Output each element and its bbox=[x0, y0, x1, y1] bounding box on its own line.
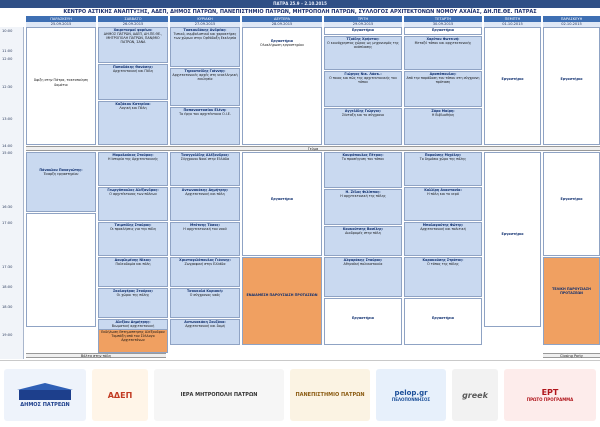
sun-talk-1: Τασκουδάκης Ανδρέας: Τυπικό, συμβολιστικό και χαρακτήρες των χώρων στην Ορθόδοξη Εκκλησία bbox=[170, 27, 240, 67]
sat-talk-3: Καζάκου Κατερίνα: Λογική και Πόλη bbox=[98, 101, 168, 145]
tue-ws-header: Εργαστήριο bbox=[324, 27, 402, 35]
sun-eve-1: Χριστοφιλόπουλος Γιάννης: Ζωγραφική στην Ελλάδα bbox=[170, 257, 240, 287]
time-label: 18:00 bbox=[2, 285, 13, 289]
day-date-2: 27.09.2015 bbox=[170, 22, 240, 27]
sat-eve-2: Σκαλοφέρας Σταύρος: Οι χώροι της πόλης bbox=[98, 288, 168, 318]
tue-talk-1: Τζιάδης Χρήστος: Ο κοινόχρηστος χώρος ως μηχανισμός της ανάπλασης bbox=[324, 36, 402, 70]
wed-aft-2: Καλλίρη Αναστασία: Η πόλη και το νερό bbox=[404, 187, 482, 221]
tue-aft-2: Η. Ζέλος Φιλίππος: Η αρχιτεκτονική της πόλης bbox=[324, 189, 402, 225]
tue-eve-1: Αλφαράκης Σταύρος: Αθηναϊκή πολυκατοικία bbox=[324, 257, 402, 297]
lunch-bar: Γεύμα bbox=[26, 146, 600, 151]
thu-aft: Εργαστήριο bbox=[484, 152, 541, 327]
time-label: 15:00 bbox=[2, 151, 13, 155]
sun-talk-2: Τηρουτσίδης Γιάννης: Αρχιτεκτονικές αρχές στη νεοελληνική εκκλησία bbox=[170, 68, 240, 106]
logo-panepistimio: ΠΑΝΕΠΙΣΤΗΜΙΟ ΠΑΤΡΩΝ bbox=[290, 369, 370, 421]
time-label: 19:00 bbox=[2, 333, 13, 337]
wed-aft-3: Μπαλαφούτης Φώτης: Αρχιτεκτονική και πολιτική bbox=[404, 222, 482, 256]
sun-aft-2: Αντωνακάκης Δημήτρης: Αρχιτεκτονική και πόλη bbox=[170, 187, 240, 221]
tue-talk-3: Αγγελίδης Γιώργος: Σύνταξη και το σύγχρονο bbox=[324, 108, 402, 145]
fri2-aft: Εργαστήριο bbox=[543, 152, 600, 256]
day-date-3: 28.09.2015 bbox=[242, 22, 322, 27]
time-label: 12:00 bbox=[2, 57, 13, 61]
day-name-5: ΤΕΤΑΡΤΗ bbox=[404, 16, 482, 22]
time-label: 16:30 bbox=[2, 205, 13, 209]
wed-talk-3: Ζάρα Μαίρη: Η Βιβλιοθήκη bbox=[404, 108, 482, 145]
time-label: 14:00 bbox=[2, 144, 13, 148]
tue-talk-2: Γιώργος Νικ. Λάσκ.: Ο ποιος και πώς της αρχιτεκτονικής του τόπου bbox=[324, 71, 402, 107]
day-date-0: 25.09.2015 bbox=[26, 22, 96, 27]
sat-aft-2: Γεωργόπουλος Αλέξανδρος: Ο αρχιτέκτονας των πόλεων bbox=[98, 187, 168, 221]
time-label: 10:00 bbox=[2, 29, 13, 33]
sun-eve-2: Τσουκαλά Κυριακή: Ο σύγχρονος ναός bbox=[170, 288, 240, 318]
logo-peloponnisos: pelop.gr ΠΕΛΟΠΟΝΝΗΣΟΣ bbox=[376, 369, 446, 421]
fri-lower bbox=[26, 213, 96, 327]
tue-eve-workshop: Εργαστήριο bbox=[324, 298, 402, 345]
wed-ws-header: Εργαστήριο bbox=[404, 27, 482, 35]
wed-eve-1: Καρακούσης Στράτος: Ο τόπος της πόλης bbox=[404, 257, 482, 297]
tue-aft-1: Κουφόπουλος Πέτρος: Το προσέγγιση του τόπου bbox=[324, 152, 402, 188]
fri25-morning: Άφιξη στην Πάτρα, τακτοποίηση δομάτιο bbox=[26, 27, 96, 145]
day-date-4: 29.09.2015 bbox=[324, 22, 402, 27]
logo-dimos-patreon: ΔΗΜΟΣ ΠΑΤΡΕΩΝ bbox=[4, 369, 86, 421]
mon-morning: Εργαστήριο Ολοκλήρωση εργαστηρίου bbox=[242, 27, 322, 145]
day-name-2: ΚΥΡΙΑΚΗ bbox=[170, 16, 240, 22]
logo-adep: ΑΔΕΠ bbox=[92, 369, 148, 421]
wed-eve-workshop: Εργαστήριο bbox=[404, 298, 482, 345]
wed-talk-2: Αραπόπουλος: Από την παράδοση του τόπου στη σύγχρονη πρόταση bbox=[404, 71, 482, 107]
time-label: 12:30 bbox=[2, 85, 13, 89]
sat-aft-1: Μαμαλούκος Σταύρος: Η Ιστορία της Αρχιτεκτονικής bbox=[98, 152, 168, 186]
day-name-6: ΠΕΜΠΤΗ bbox=[484, 16, 541, 22]
closing-event: Εκδήλωση Επτημοπτησης Αλέξανδρου Τομπάζη από τον Σύλλογο Αρχιτεκτόνων bbox=[98, 329, 168, 353]
sat-eve-3: Αλεξίου Δημήτρης: Βιωματική αρχιτεκτονική bbox=[98, 319, 168, 345]
sun-talk-3: Παπαναστασίου Ελένη: Το έργο του αρχιτέκτονα Ο.Ι.Ε. bbox=[170, 107, 240, 145]
time-label: 17:30 bbox=[2, 265, 13, 269]
time-label: 17:00 bbox=[2, 221, 13, 225]
sat-aft-3: Τσιμπίδης Σταύρος: Οι προκλήσεις για την πόλη bbox=[98, 222, 168, 256]
logo-ieras-mitropolis: ΙΕΡΑ ΜΗΤΡΟΠΟΛΗ ΠΑΤΡΩΝ bbox=[154, 369, 284, 421]
building-icon bbox=[15, 382, 75, 402]
mon-intermediate-presentation: ΕΝΔΙΑΜΕΣΗ ΠΑΡΟΥΣΙΑΣΗ ΠΡΟΤΑΣΕΩΝ bbox=[242, 257, 322, 345]
sat-talk-2: Παπαδάκης Θανάσης: Αρχιτεκτονική και Πόλη bbox=[98, 64, 168, 100]
dinner-bar: Βόλτα στην πόλη bbox=[26, 353, 166, 358]
day-name-7: ΠΑΡΑΣΚΕΥΗ bbox=[543, 16, 600, 22]
wed-talk-1: Χαρίτου Φωτεινή: Μεταξύ τόπου και αρχιτεκτονικής bbox=[404, 36, 482, 70]
day-date-6: 01.10.2015 bbox=[484, 22, 541, 27]
mon-aft-workshop: Εργαστήριο bbox=[242, 152, 322, 256]
fri2-morning: Εργαστήριο bbox=[543, 27, 600, 145]
page-title: ΚΕΝΤΡΟ ΑΣΤΙΚΗΣ ΑΝΑΠΤΥΞΗΣ, ΑΔΕΠ, ΔΗΜΟΣ ΠΑΤΡΩΝ, ΠΑΝΕΠΙΣΤΗΜΙΟ ΠΑΤΡΩΝ, ΜΗΤΡΟΠΟΛΗ ΠΑΤΡΩΝ, ΣΥΛΛΟΓΟΣ ΑΡΧΙΤΕΚΤΟΝΩΝ ΝΟΜΟΥ ΑΧΑΪΑΣ, ΔΗ.ΠΕ.ΘΕ. ΠΑΤΡΑΣ bbox=[0, 8, 600, 16]
day-date-7: 02.10.2015 bbox=[543, 22, 600, 27]
day-name-1: ΣΑΒΒΑΤΟ bbox=[98, 16, 168, 22]
sun-eve-3: Αντωνακάκη Σουζάνα: Αρχιτεκτονική και δομή bbox=[170, 319, 240, 345]
closing-party-bar: Closing Party bbox=[543, 353, 600, 358]
time-label: 18:30 bbox=[2, 305, 13, 309]
thu-morning: Εργαστήριο bbox=[484, 27, 541, 145]
wed-aft-1: Πορούσης Μιχάλης: Το δημόσιο χώρο της πόλης bbox=[404, 152, 482, 186]
sat-eve-1: Δουρλιμένης Νίκος: Πολεοδομία και πόλη bbox=[98, 257, 168, 287]
footer-logos bbox=[0, 360, 600, 427]
top-banner: ΠΑΤΡΑ 25.9 – 2.10.2015 bbox=[0, 0, 600, 8]
day-name-0: ΠΑΡΑΣΚΕΥΗ bbox=[26, 16, 96, 22]
tue-aft-3: Κουκούτσης Βασίλης: Διαδρομές στην πόλη bbox=[324, 226, 402, 256]
logo-ert: ΕΡΤ ΠΡΩΤΟ ΠΡΟΓΡΑΜΜΑ bbox=[504, 369, 596, 421]
time-label: 11:00 bbox=[2, 49, 13, 53]
fri-afternoon: Πάνουλου Παναγιώτης: Έναρξη εργαστηρίου bbox=[26, 152, 96, 212]
time-column bbox=[0, 27, 24, 359]
time-label: 13:00 bbox=[2, 117, 13, 121]
day-name-4: ΤΡΙΤΗ bbox=[324, 16, 402, 22]
fri-final-presentation: ΤΕΛΙΚΗ ΠΑΡΟΥΣΙΑΣΗ ΠΡΟΤΑΣΕΩΝ bbox=[543, 257, 600, 345]
sat-talk-1: Χαιρετισμοί φορέων: ΔΗΜΟΣ ΠΑΤΡΩΝ, ΑΔΕΠ, ΔΗ.ΠΕ.ΘΕ., ΜΗΤΡΟΠΟΛΗ ΠΑΤΡΩΝ, ΠΑΝ/ΜΙΟ ΠΑΤΡΩΝ, ΣΑΝΑ bbox=[98, 27, 168, 63]
day-name-3: ΔΕΥΤΕΡΑ bbox=[242, 16, 322, 22]
sun-aft-1: Τσαγγαλίδης Αλέξανδρος: Σύγχρονοι Ναοί στην Ελλάδα bbox=[170, 152, 240, 186]
logo-greek: greek bbox=[452, 369, 498, 421]
day-date-5: 30.09.2015 bbox=[404, 22, 482, 27]
day-date-1: 26.09.2015 bbox=[98, 22, 168, 27]
sun-aft-3: Μπίτσης Τάσος: Η αρχιτεκτονική του ναού bbox=[170, 222, 240, 256]
